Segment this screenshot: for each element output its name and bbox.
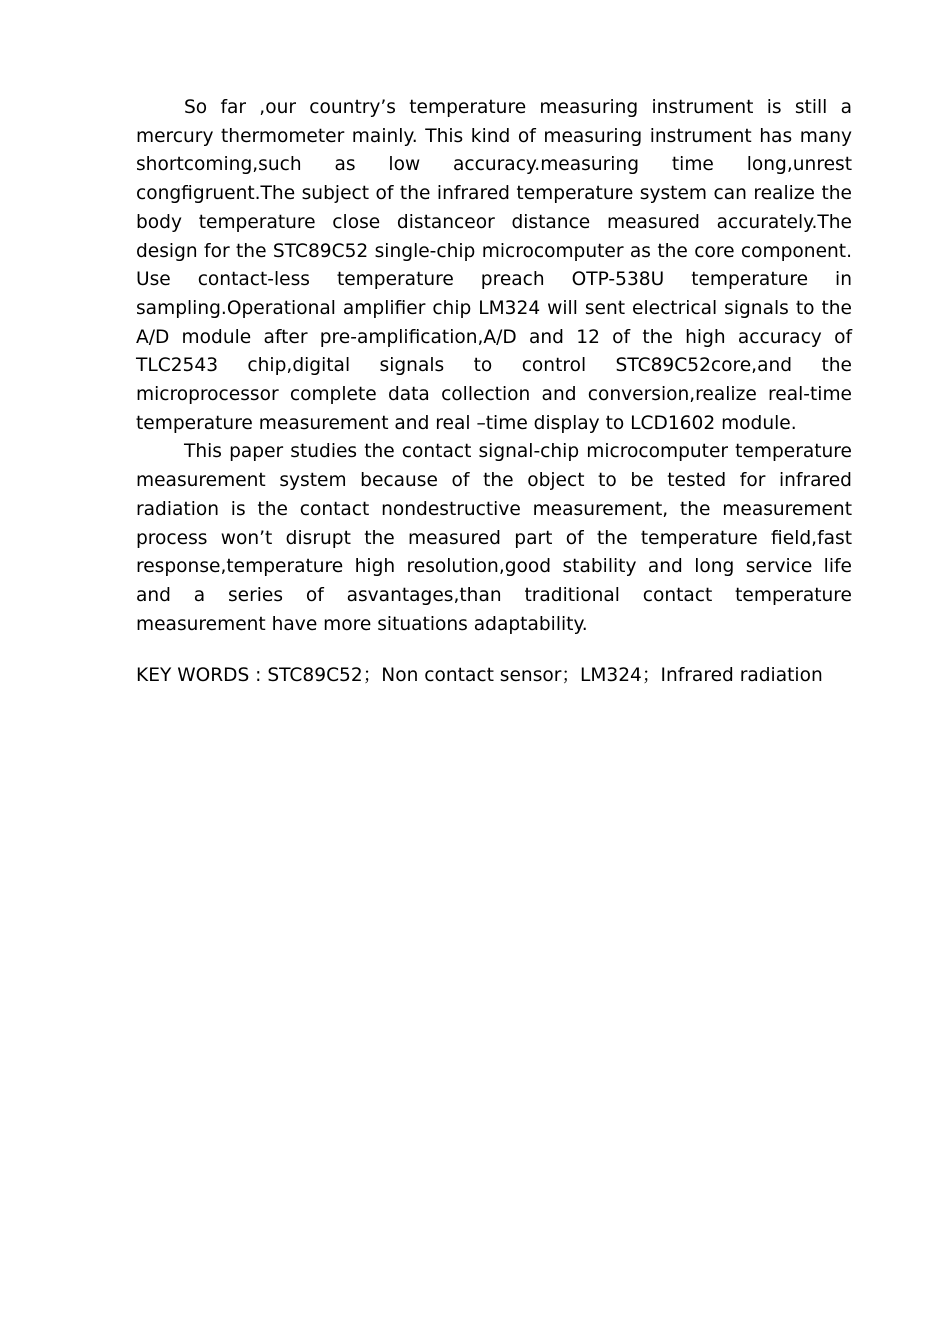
abstract-body — [136, 94, 852, 691]
keywords-line: KEY WORDS : STC89C52；Non contact sensor；LM324；Infrared radiation — [136, 665, 823, 687]
abstract-paragraph-2: This paper studies the contact signal-chip microcomputer temperature measurement system because of the object to be tested for infrared radiation is the contact nondestructive measurement, the measurement process won’t disrupt the measured part of the temperature field,fast response,temperature high resolution,good stability and long service life and a series of asvantages,than traditional contact temperature measurement have more situations adaptability. — [136, 441, 852, 635]
abstract-paragraph-1: So far ,our country’s temperature measuring instrument is still a mercury thermometer mainly. This kind of measuring instrument has many shortcoming,such as low accuracy.measuring time long,unrest congfigruent.The subject of the infrared temperature system can realize the body temperature close distanceor distance measured accurately.The design for the STC89C52 single-chip microcomputer as the core component. Use contact-less temperature preach OTP-538U temperature in sampling.Operational amplifier chip LM324 will sent electrical signals to the A/D module after pre-amplification,A/D and 12 of the high accuracy of TLC2543 chip,digital signals to control STC89C52core,and the microprocessor complete data collection and conversion,realize real-time temperature measurement and real –time display to LCD1602 module. — [136, 97, 852, 434]
